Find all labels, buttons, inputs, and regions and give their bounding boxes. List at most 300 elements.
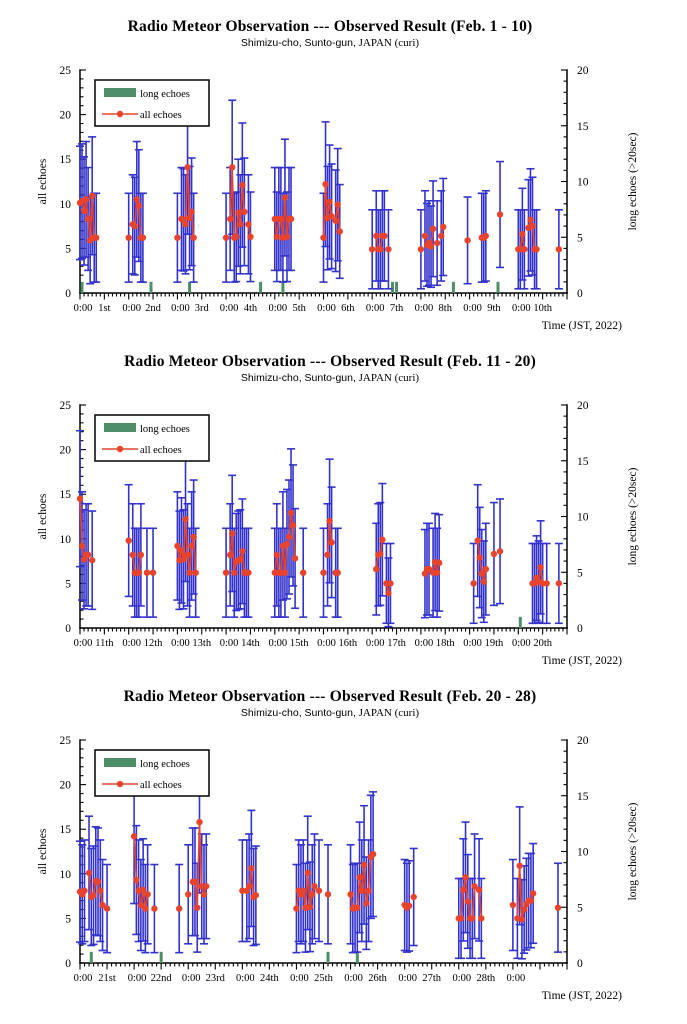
- all-echoes-point: [245, 221, 251, 227]
- long-echo-bar: [160, 952, 163, 963]
- x-midnight-label: 0:00: [235, 973, 255, 984]
- all-echoes-point: [369, 246, 375, 252]
- all-echoes-point: [192, 569, 198, 575]
- all-echoes-point: [223, 569, 229, 575]
- right-axis-title: long echoes (>20sec): [627, 467, 639, 566]
- chart-section-feb-20-28: [0, 688, 687, 1018]
- right-axis-tick-label: 10: [577, 846, 589, 859]
- x-day-label: 16th: [338, 638, 358, 649]
- all-echoes-point: [126, 234, 132, 240]
- long-echo-bar: [452, 282, 455, 293]
- all-echoes-point: [126, 537, 132, 543]
- legend-long-echoes-swatch: [104, 423, 136, 432]
- all-echoes-point: [150, 569, 156, 575]
- x-day-label: 21st: [98, 973, 116, 984]
- all-echoes-point: [286, 534, 292, 540]
- all-echoes-point: [229, 164, 235, 170]
- all-echoes-point: [519, 231, 525, 237]
- all-echoes-point: [132, 223, 138, 229]
- all-echoes-point: [248, 865, 254, 871]
- all-echoes-point: [247, 234, 253, 240]
- all-echoes-point: [131, 833, 137, 839]
- all-echoes-point: [519, 916, 525, 922]
- all-echoes-point: [324, 552, 330, 558]
- all-echoes-point: [190, 234, 196, 240]
- left-axis-tick-label: 15: [59, 489, 71, 502]
- x-midnight-label: 0:00: [268, 638, 288, 649]
- all-echoes-point: [274, 234, 280, 240]
- legend-long-echoes-swatch: [104, 88, 136, 97]
- legend-all-echoes-label: all echoes: [140, 445, 182, 456]
- x-midnight-label: 0:00: [73, 638, 93, 649]
- all-echoes-point: [354, 904, 360, 910]
- x-midnight-label: 0:00: [452, 973, 472, 984]
- left-axis-tick-label: 10: [59, 533, 71, 546]
- right-axis-tick-label: 10: [577, 511, 589, 524]
- all-echoes-point: [430, 226, 436, 232]
- all-echoes-point: [528, 897, 534, 903]
- x-midnight-label: 0:00: [181, 973, 201, 984]
- left-axis-title: all echoes: [37, 158, 49, 205]
- chart-subtitle-country: JAPAN (curi): [358, 707, 420, 719]
- x-day-label: 3rd: [194, 303, 209, 314]
- x-midnight-label: 0:00: [268, 303, 288, 314]
- right-axis-tick-label: 5: [577, 232, 583, 245]
- right-axis-tick-label: 15: [577, 120, 589, 133]
- x-axis-title: Time (JST, 2022): [541, 655, 622, 667]
- all-echoes-point: [274, 552, 280, 558]
- x-day-label: 28th: [476, 973, 496, 984]
- all-echoes-point: [361, 862, 367, 868]
- all-echoes-point: [174, 234, 180, 240]
- all-echoes-point: [293, 905, 299, 911]
- right-axis-tick-label: 5: [577, 902, 583, 915]
- all-echoes-point: [483, 233, 489, 239]
- x-midnight-label: 0:00: [463, 638, 482, 649]
- all-echoes-point: [335, 569, 341, 575]
- x-midnight-label: 0:00: [219, 303, 239, 314]
- x-day-label: 7th: [389, 303, 404, 314]
- x-midnight-label: 0:00: [73, 303, 93, 314]
- all-echoes-point: [239, 182, 245, 188]
- all-echoes-point: [151, 905, 157, 911]
- all-echoes-point: [521, 246, 527, 252]
- long-echo-bar: [281, 282, 284, 293]
- all-echoes-point: [227, 552, 233, 558]
- right-axis-tick-label: 0: [577, 623, 583, 635]
- all-echoes-point: [320, 234, 326, 240]
- x-day-label: 22nd: [150, 973, 172, 984]
- left-axis-tick-label: 5: [65, 578, 71, 591]
- x-day-label: 9th: [487, 303, 501, 314]
- long-echo-bar: [90, 952, 93, 963]
- all-echoes-point: [130, 552, 136, 558]
- right-axis-tick-label: 20: [577, 65, 589, 77]
- all-echoes-markers: [77, 164, 562, 252]
- all-echoes-point: [476, 887, 482, 893]
- long-echo-bar: [497, 282, 500, 293]
- all-echoes-point: [410, 894, 416, 900]
- x-day-label: 25th: [314, 973, 333, 984]
- all-echoes-point: [527, 217, 533, 223]
- meteor-plot-feb-11-20: [0, 389, 687, 681]
- all-echoes-point: [322, 181, 328, 187]
- all-echoes-point: [86, 870, 92, 876]
- left-axis-tick-label: 0: [65, 288, 71, 300]
- all-echoes-point: [184, 164, 190, 170]
- all-echoes-point: [89, 193, 95, 199]
- all-echoes-point: [190, 534, 196, 540]
- chart-subtitle-location: Shimizu-cho, Sunto-gun,: [240, 707, 356, 719]
- x-tick-labels: [74, 638, 553, 649]
- all-echoes-point: [85, 552, 91, 558]
- all-echoes-point: [556, 580, 562, 586]
- long-echo-bar: [188, 282, 191, 293]
- right-axis-tick-label: 20: [577, 735, 589, 747]
- legend: [95, 80, 209, 126]
- all-echoes-point: [182, 516, 188, 522]
- x-day-label: 26th: [368, 973, 387, 984]
- x-midnight-label: 0:00: [171, 303, 190, 314]
- all-echoes-point: [406, 903, 412, 909]
- all-echoes-point: [227, 216, 233, 222]
- all-echoes-point: [136, 569, 142, 575]
- chart-subtitle: [0, 37, 660, 49]
- all-echoes-point: [237, 221, 243, 227]
- x-midnight-label: 0:00: [365, 638, 385, 649]
- all-echoes-point: [81, 888, 87, 894]
- long-echo-bar: [519, 617, 522, 628]
- all-echoes-markers: [77, 495, 562, 596]
- all-echoes-point: [90, 892, 96, 898]
- all-echoes-point: [377, 246, 383, 252]
- all-echoes-point: [309, 891, 315, 897]
- all-echoes-point: [381, 233, 387, 239]
- x-midnight-label: 0:00: [398, 973, 418, 984]
- legend-all-echoes-marker: [117, 111, 123, 117]
- all-echoes-point: [233, 234, 239, 240]
- all-echoes-point: [464, 237, 470, 243]
- all-echoes-point: [278, 216, 284, 222]
- all-echoes-point: [203, 883, 209, 889]
- all-echoes-point: [284, 234, 290, 240]
- all-echoes-point: [478, 915, 484, 921]
- right-axis-title: long echoes (>20sec): [627, 802, 639, 901]
- all-echoes-point: [85, 216, 91, 222]
- left-axis-title: all echoes: [37, 828, 49, 875]
- x-midnight-label: 0:00: [511, 303, 531, 314]
- all-echoes-point: [95, 879, 101, 885]
- legend-long-echoes-swatch: [104, 758, 136, 767]
- x-day-label: 8th: [438, 303, 452, 314]
- error-bars: [76, 100, 563, 289]
- x-midnight-label: 0:00: [317, 303, 336, 314]
- x-day-label: 4th: [243, 303, 258, 314]
- all-echoes-point: [83, 196, 89, 202]
- all-echoes-point: [418, 246, 424, 252]
- all-echoes-point: [332, 218, 338, 224]
- all-echoes-point: [529, 223, 535, 229]
- all-echoes-point: [188, 209, 194, 215]
- left-axis-tick-label: 0: [65, 623, 71, 635]
- all-echoes-point: [245, 569, 251, 575]
- all-echoes-point: [237, 556, 243, 562]
- x-day-label: 19th: [484, 638, 504, 649]
- all-echoes-point: [510, 902, 516, 908]
- x-midnight-label: 0:00: [73, 973, 93, 984]
- all-echoes-point: [483, 566, 489, 572]
- legend: [95, 750, 209, 796]
- right-axis-tick-label: 15: [577, 790, 589, 803]
- all-echoes-point: [290, 522, 296, 528]
- all-echoes-point: [458, 915, 464, 921]
- all-echoes-point: [326, 199, 332, 205]
- all-echoes-point: [186, 569, 192, 575]
- x-day-label: 17th: [387, 638, 406, 649]
- all-echoes-point: [288, 510, 294, 516]
- all-echoes-point: [246, 883, 252, 889]
- all-echoes-point: [320, 569, 326, 575]
- legend-long-echoes-label: long echoes: [140, 89, 190, 100]
- all-echoes-point: [555, 904, 561, 910]
- long-echo-bar: [395, 282, 398, 293]
- long-echo-bar: [391, 282, 394, 293]
- all-echoes-point: [497, 548, 503, 554]
- x-axis-title: Time (JST, 2022): [541, 990, 622, 1002]
- chart-section-feb-11-20: [0, 353, 687, 683]
- x-day-label: 10th: [533, 303, 552, 314]
- left-axis-tick-label: 15: [59, 154, 71, 167]
- all-echoes-point: [223, 234, 229, 240]
- all-echoes-point: [326, 518, 332, 524]
- all-echoes-point: [422, 233, 428, 239]
- x-day-label: 18th: [435, 638, 455, 649]
- all-echoes-point: [201, 891, 207, 897]
- legend: [95, 415, 209, 461]
- all-echoes-point: [134, 196, 140, 202]
- left-axis-tick-label: 10: [59, 198, 71, 211]
- left-axis-tick-label: 0: [65, 958, 71, 970]
- long-echo-bar: [327, 952, 330, 963]
- meteor-plot-feb-1-10: [0, 54, 687, 346]
- all-echoes-point: [136, 202, 142, 208]
- all-echoes-point: [481, 578, 487, 584]
- all-echoes-point: [140, 234, 146, 240]
- all-echoes-point: [434, 569, 440, 575]
- all-echoes-point: [373, 566, 379, 572]
- meteor-plot-feb-20-28: [0, 724, 687, 1016]
- x-midnight-label: 0:00: [171, 638, 190, 649]
- all-echoes-point: [477, 554, 483, 560]
- all-echoes-point: [104, 905, 110, 911]
- x-day-label: 6th: [341, 303, 355, 314]
- x-day-label: 13th: [192, 638, 212, 649]
- x-midnight-label: 0:00: [414, 638, 434, 649]
- right-axis-title: long echoes (>20sec): [627, 132, 639, 231]
- all-echoes-point: [462, 874, 468, 880]
- all-echoes-point: [185, 891, 191, 897]
- x-day-label: 23rd: [205, 973, 225, 984]
- legend-all-echoes-marker: [117, 781, 123, 787]
- all-echoes-point: [241, 209, 247, 215]
- all-echoes-point: [434, 240, 440, 246]
- all-echoes-point: [97, 888, 103, 894]
- chart-subtitle-country: JAPAN (curi): [358, 372, 420, 384]
- left-axis-title: all echoes: [37, 493, 49, 540]
- all-echoes-point: [440, 224, 446, 230]
- x-midnight-label: 0:00: [506, 973, 526, 984]
- x-midnight-label: 0:00: [317, 638, 336, 649]
- all-echoes-point: [335, 201, 341, 207]
- all-echoes-point: [133, 877, 139, 883]
- right-axis-tick-label: 20: [577, 400, 589, 412]
- legend-all-echoes-marker: [117, 446, 123, 452]
- right-axis-tick-label: 10: [577, 176, 589, 189]
- all-echoes-point: [465, 898, 471, 904]
- all-echoes-point: [196, 819, 202, 825]
- all-echoes-point: [377, 551, 383, 557]
- all-echoes-point: [186, 215, 192, 221]
- all-echoes-point: [194, 904, 200, 910]
- left-axis-tick-label: 15: [59, 824, 71, 837]
- all-echoes-point: [438, 233, 444, 239]
- all-echoes-point: [337, 228, 343, 234]
- all-echoes-point: [178, 547, 184, 553]
- all-echoes-point: [325, 891, 331, 897]
- long-echoes-bars: [90, 952, 359, 963]
- x-midnight-label: 0:00: [463, 303, 482, 314]
- chart-subtitle-location: Shimizu-cho, Sunto-gun,: [240, 37, 356, 49]
- all-echoes-point: [144, 891, 150, 897]
- x-midnight-label: 0:00: [365, 303, 385, 314]
- all-echoes-point: [370, 851, 376, 857]
- all-echoes-point: [93, 234, 99, 240]
- all-echoes-point: [428, 243, 434, 249]
- left-axis-tick-label: 25: [59, 400, 71, 412]
- x-day-label: 2nd: [145, 303, 161, 314]
- all-echoes-point: [184, 552, 190, 558]
- all-echoes-point: [356, 874, 362, 880]
- x-day-label: 11th: [95, 638, 114, 649]
- all-echoes-point: [176, 905, 182, 911]
- chart-subtitle: [0, 372, 660, 384]
- right-axis-tick-label: 0: [577, 288, 583, 300]
- all-echoes-point: [385, 246, 391, 252]
- chart-title: Radio Meteor Observation --- Observed Result (Feb. 1 - 10): [127, 18, 533, 35]
- x-midnight-label: 0:00: [127, 973, 147, 984]
- x-day-label: 15th: [289, 638, 309, 649]
- legend-all-echoes-label: all echoes: [140, 110, 182, 121]
- x-day-label: 24th: [260, 973, 279, 984]
- left-axis-tick-label: 5: [65, 243, 71, 256]
- all-echoes-point: [288, 216, 294, 222]
- all-echoes-point: [142, 905, 148, 911]
- all-echoes-point: [469, 915, 475, 921]
- all-echoes-point: [363, 900, 369, 906]
- left-axis-tick-label: 20: [59, 779, 71, 792]
- long-echoes-bars: [519, 617, 522, 628]
- all-echoes-point: [530, 890, 536, 896]
- chart-section-feb-1-10: [0, 18, 687, 348]
- all-echoes-point: [373, 233, 379, 239]
- chart-title: Radio Meteor Observation --- Observed Result (Feb. 11 - 20): [124, 353, 536, 370]
- x-day-label: 27th: [422, 973, 442, 984]
- x-midnight-label: 0:00: [122, 303, 142, 314]
- legend-all-echoes-label: all echoes: [140, 780, 182, 791]
- all-echoes-point: [182, 221, 188, 227]
- all-echoes-point: [537, 564, 543, 570]
- all-echoes-point: [307, 904, 313, 910]
- x-midnight-label: 0:00: [219, 638, 239, 649]
- all-echoes-point: [192, 879, 198, 885]
- chart-title: Radio Meteor Observation --- Observed Result (Feb. 20 - 28): [123, 688, 537, 705]
- x-day-label: 1st: [98, 303, 111, 314]
- long-echo-bar: [356, 952, 359, 963]
- all-echoes-point: [491, 551, 497, 557]
- all-echoes-point: [436, 560, 442, 566]
- all-echoes-point: [305, 870, 311, 876]
- legend-long-echoes-label: long echoes: [140, 424, 190, 435]
- x-day-label: 12th: [143, 638, 163, 649]
- all-echoes-point: [79, 543, 85, 549]
- all-echoes-point: [292, 555, 298, 561]
- all-echoes-point: [253, 892, 259, 898]
- chart-subtitle: [0, 707, 660, 719]
- all-echoes-point: [544, 580, 550, 586]
- all-echoes-point: [387, 580, 393, 586]
- x-day-label: 14th: [241, 638, 260, 649]
- all-echoes-point: [385, 590, 391, 596]
- all-echoes-point: [77, 495, 83, 501]
- all-echoes-point: [231, 569, 237, 575]
- all-echoes-point: [188, 543, 194, 549]
- all-echoes-point: [347, 891, 353, 897]
- all-echoes-point: [379, 536, 385, 542]
- x-midnight-label: 0:00: [344, 973, 363, 984]
- all-echoes-point: [282, 194, 288, 200]
- x-axis-title: Time (JST, 2022): [541, 320, 622, 332]
- all-echoes-point: [328, 539, 334, 545]
- long-echo-bar: [81, 282, 84, 293]
- right-axis-tick-label: 15: [577, 455, 589, 468]
- chart-subtitle-location: Shimizu-cho, Sunto-gun,: [240, 372, 356, 384]
- x-tick-labels: [74, 303, 553, 314]
- x-midnight-label: 0:00: [290, 973, 309, 984]
- all-echoes-point: [470, 580, 476, 586]
- x-midnight-label: 0:00: [414, 303, 434, 314]
- all-echoes-point: [316, 888, 322, 894]
- all-echoes-point: [239, 548, 245, 554]
- all-echoes-point: [81, 208, 87, 214]
- all-echoes-point: [282, 569, 288, 575]
- long-echo-bar: [150, 282, 153, 293]
- all-echoes-point: [89, 557, 95, 563]
- x-midnight-label: 0:00: [122, 638, 142, 649]
- left-axis-tick-label: 10: [59, 868, 71, 881]
- left-axis-tick-label: 25: [59, 65, 71, 77]
- left-axis-tick-label: 20: [59, 109, 71, 122]
- left-axis-tick-label: 20: [59, 444, 71, 457]
- all-echoes-point: [229, 530, 235, 536]
- right-axis-tick-label: 0: [577, 958, 583, 970]
- x-day-label: 20th: [533, 638, 552, 649]
- all-echoes-point: [300, 888, 306, 894]
- all-echoes-point: [235, 210, 241, 216]
- all-echoes-point: [516, 863, 522, 869]
- x-midnight-label: 0:00: [511, 638, 531, 649]
- all-echoes-point: [556, 246, 562, 252]
- x-tick-labels: [74, 973, 526, 984]
